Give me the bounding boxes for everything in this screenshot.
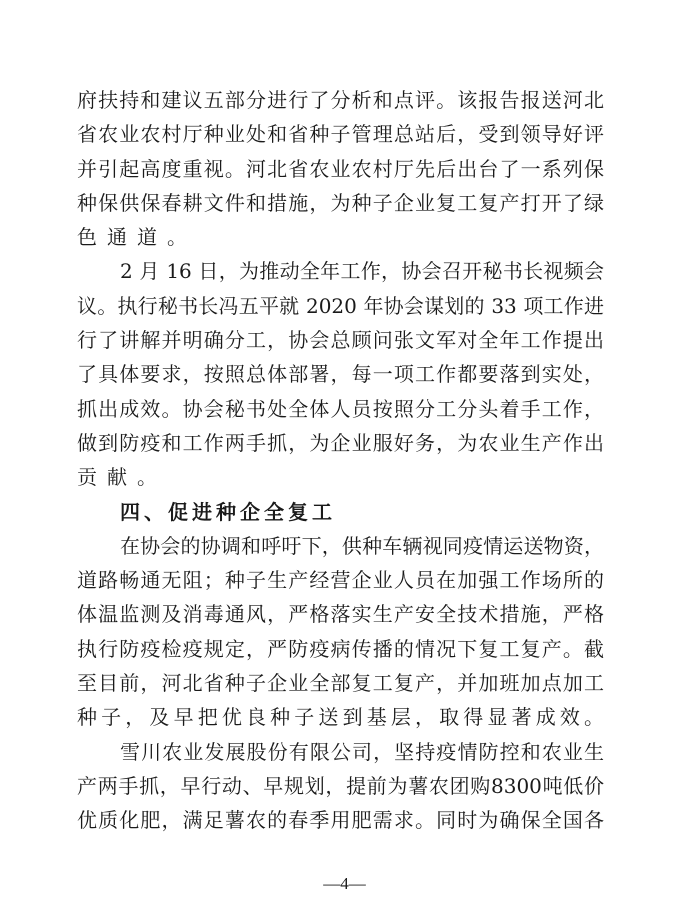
- text-line: 产两手抓，早行动、早规划，提前为薯农团购8300吨低价: [77, 773, 604, 798]
- text-line: 并引起高度重视。河北省农业农村厅先后出台了一系列保: [77, 156, 604, 181]
- text-line: 体温监测及消毒通风，严格落实生产安全技术措施，严格: [77, 602, 604, 627]
- document-body: [77, 83, 604, 838]
- text-line: 做到防疫和工作两手抓，为企业服好务，为农业生产作出: [77, 430, 604, 455]
- text-line: 议。执行秘书长冯五平就 2020 年协会谋划的 33 项工作进: [77, 293, 604, 318]
- text-line: 抓出成效。协会秘书处全体人员按照分工分头着手工作，: [77, 396, 604, 421]
- text-line: 贡献。: [77, 465, 167, 490]
- text-line: 色通道。: [77, 225, 197, 250]
- text-line: 行了讲解并明确分工，协会总顾问张文军对全年工作提出: [77, 328, 604, 353]
- page-number: —4—: [323, 874, 366, 893]
- text-line: 至目前，河北省种子企业全部复工复产，并加班加点加工: [77, 671, 604, 696]
- text-line: 优质化肥，满足薯农的春季用肥需求。同时为确保全国各: [77, 808, 604, 833]
- text-line: 道路畅通无阻；种子生产经营企业人员在加强工作场所的: [77, 568, 604, 593]
- text-line: 府扶持和建议五部分进行了分析和点评。该报告报送河北: [77, 88, 604, 112]
- text-line: 省农业农村厅种业处和省种子管理总站后，受到领导好评: [77, 122, 604, 147]
- paragraph-start-line: 在协会的协调和呼吁下，供种车辆视同疫情运送物资，: [120, 533, 604, 558]
- text-line: 种子，及早把优良种子送到基层，取得显著成效。: [77, 705, 604, 730]
- paragraph-start-line: 雪川农业发展股份有限公司，坚持疫情防控和农业生: [120, 739, 604, 764]
- text-line: 种保供保春耕文件和措施，为种子企业复工复产打开了绿: [77, 190, 604, 215]
- text-line: 了具体要求，按照总体部署，每一项工作都要落到实处，: [77, 362, 604, 387]
- section-heading: 四、促进种企全复工: [120, 499, 336, 524]
- paragraph-start-line: 2 月 16 日，为推动全年工作，协会召开秘书长视频会: [120, 259, 604, 284]
- text-line: 执行防疫检疫规定，严防疫病传播的情况下复工复产。截: [77, 636, 604, 661]
